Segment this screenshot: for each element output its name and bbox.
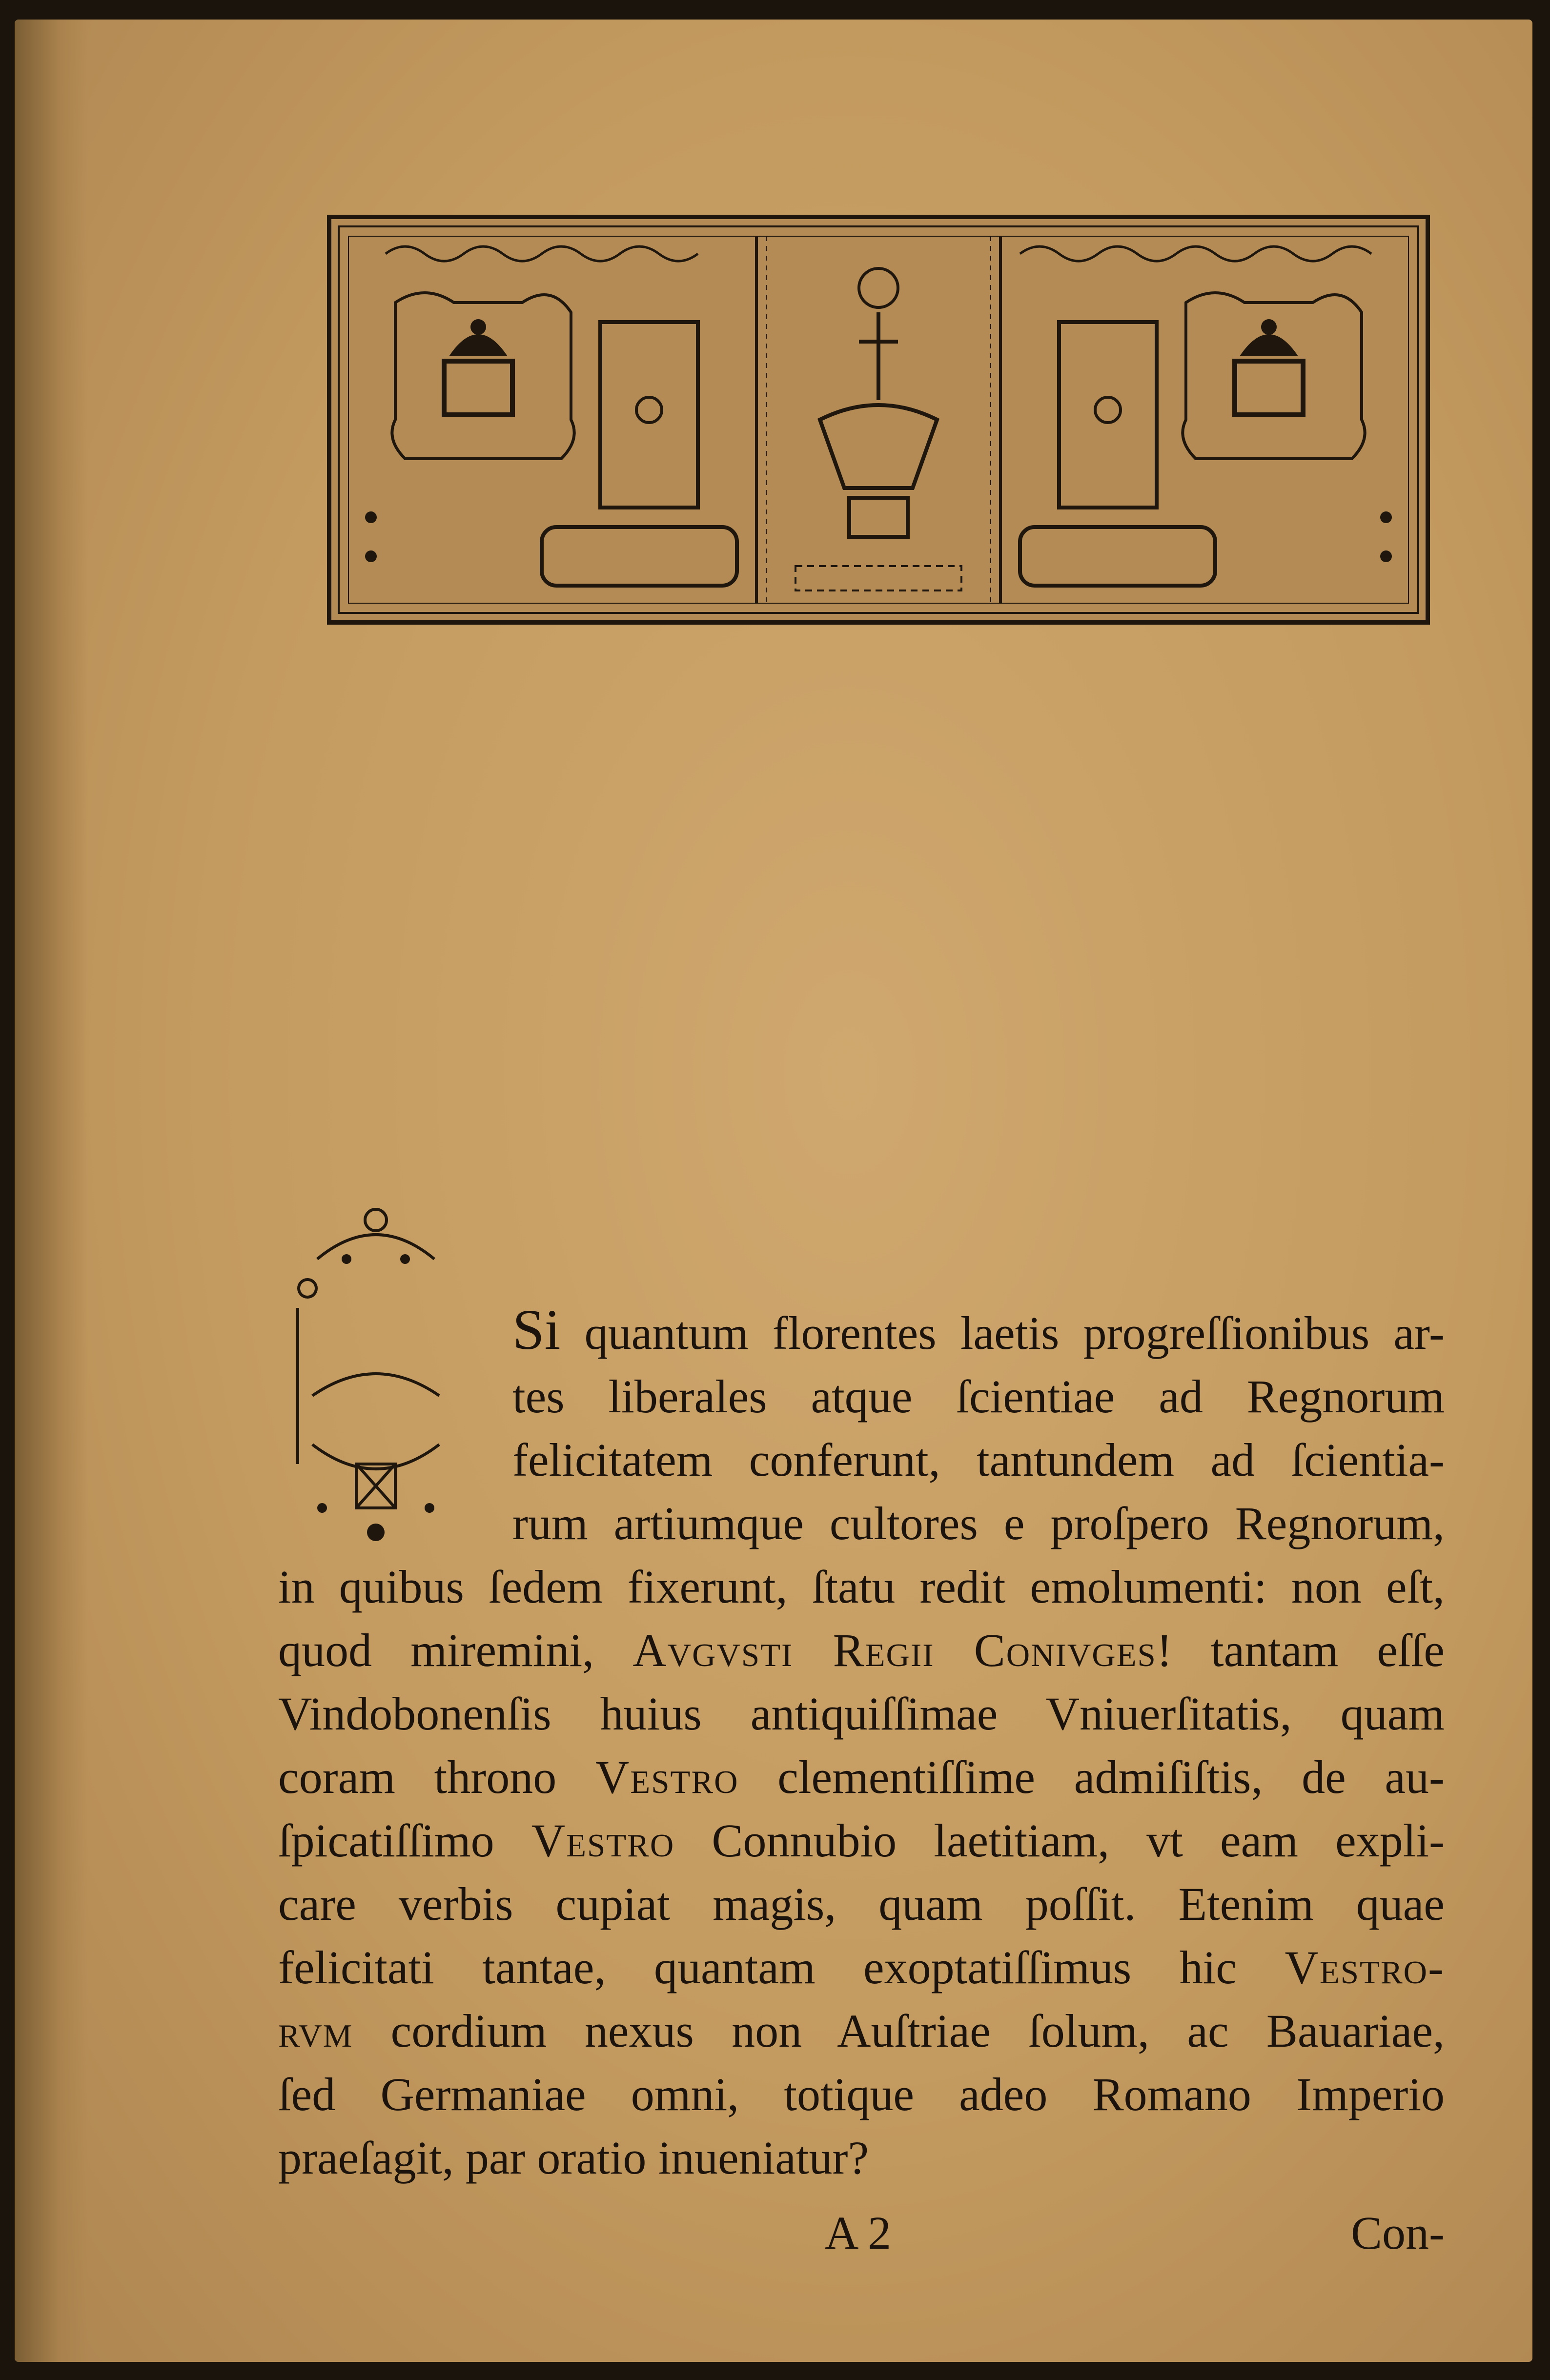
catchword: Con- <box>1351 2207 1445 2259</box>
signature-mark: A 2 <box>825 2207 892 2259</box>
header-ornament-graphic <box>327 215 1430 625</box>
text-line-3: felicitatem conferunt, tantundem ad ſcientia- <box>512 1434 1445 1486</box>
text-line-7: Vindobonenſis huius antiquiſſimae Vniuerſitatis, quam <box>278 1688 1445 1740</box>
text-line-11: felicitati tantae, quantam exoptatiſſimus hic Vestro- <box>278 1941 1445 1994</box>
text-line-9: ſpicatiſſimo Vestro Connubio laetitiam, vt eam expli- <box>278 1814 1445 1867</box>
text-line-14: praeſagit, par oratio inueniatur? <box>278 2132 869 2184</box>
page-footer <box>278 2206 1445 2274</box>
text-line-12: rvm cordium nexus non Auſtriae ſolum, ac Bauariae, <box>278 2005 1445 2057</box>
header-ornament-banner <box>327 215 1430 625</box>
text-line-10: care verbis cupiat magis, quam poſſit. Etenim quae <box>278 1878 1445 1930</box>
text-line-6: quod miremini, Avgvsti Regii Conivges! tantam eſſe <box>278 1624 1445 1676</box>
text-line-4: rum artiumque cultores e proſpero Regnorum, <box>512 1497 1445 1549</box>
text-line-13: ſed Germaniae omni, totique adeo Romano Imperio <box>278 2068 1445 2120</box>
body-text <box>278 1298 1445 2190</box>
text-line-1: Si quantum florentes laetis progreſſionibus ar- <box>512 1298 1445 1362</box>
text-line-5: in quibus ſedem fixerunt, ſtatu redit emolumenti: non eſt, <box>278 1561 1445 1613</box>
book-page <box>15 20 1532 2362</box>
text-line-8: coram throno Vestro clementiſſime admiſiſtis, de au- <box>278 1751 1445 1803</box>
page-gutter-shadow <box>15 20 88 2362</box>
text-line-2: tes liberales atque ſcientiae ad Regnorum <box>512 1370 1445 1423</box>
initial-letters: Si <box>512 1298 561 1362</box>
